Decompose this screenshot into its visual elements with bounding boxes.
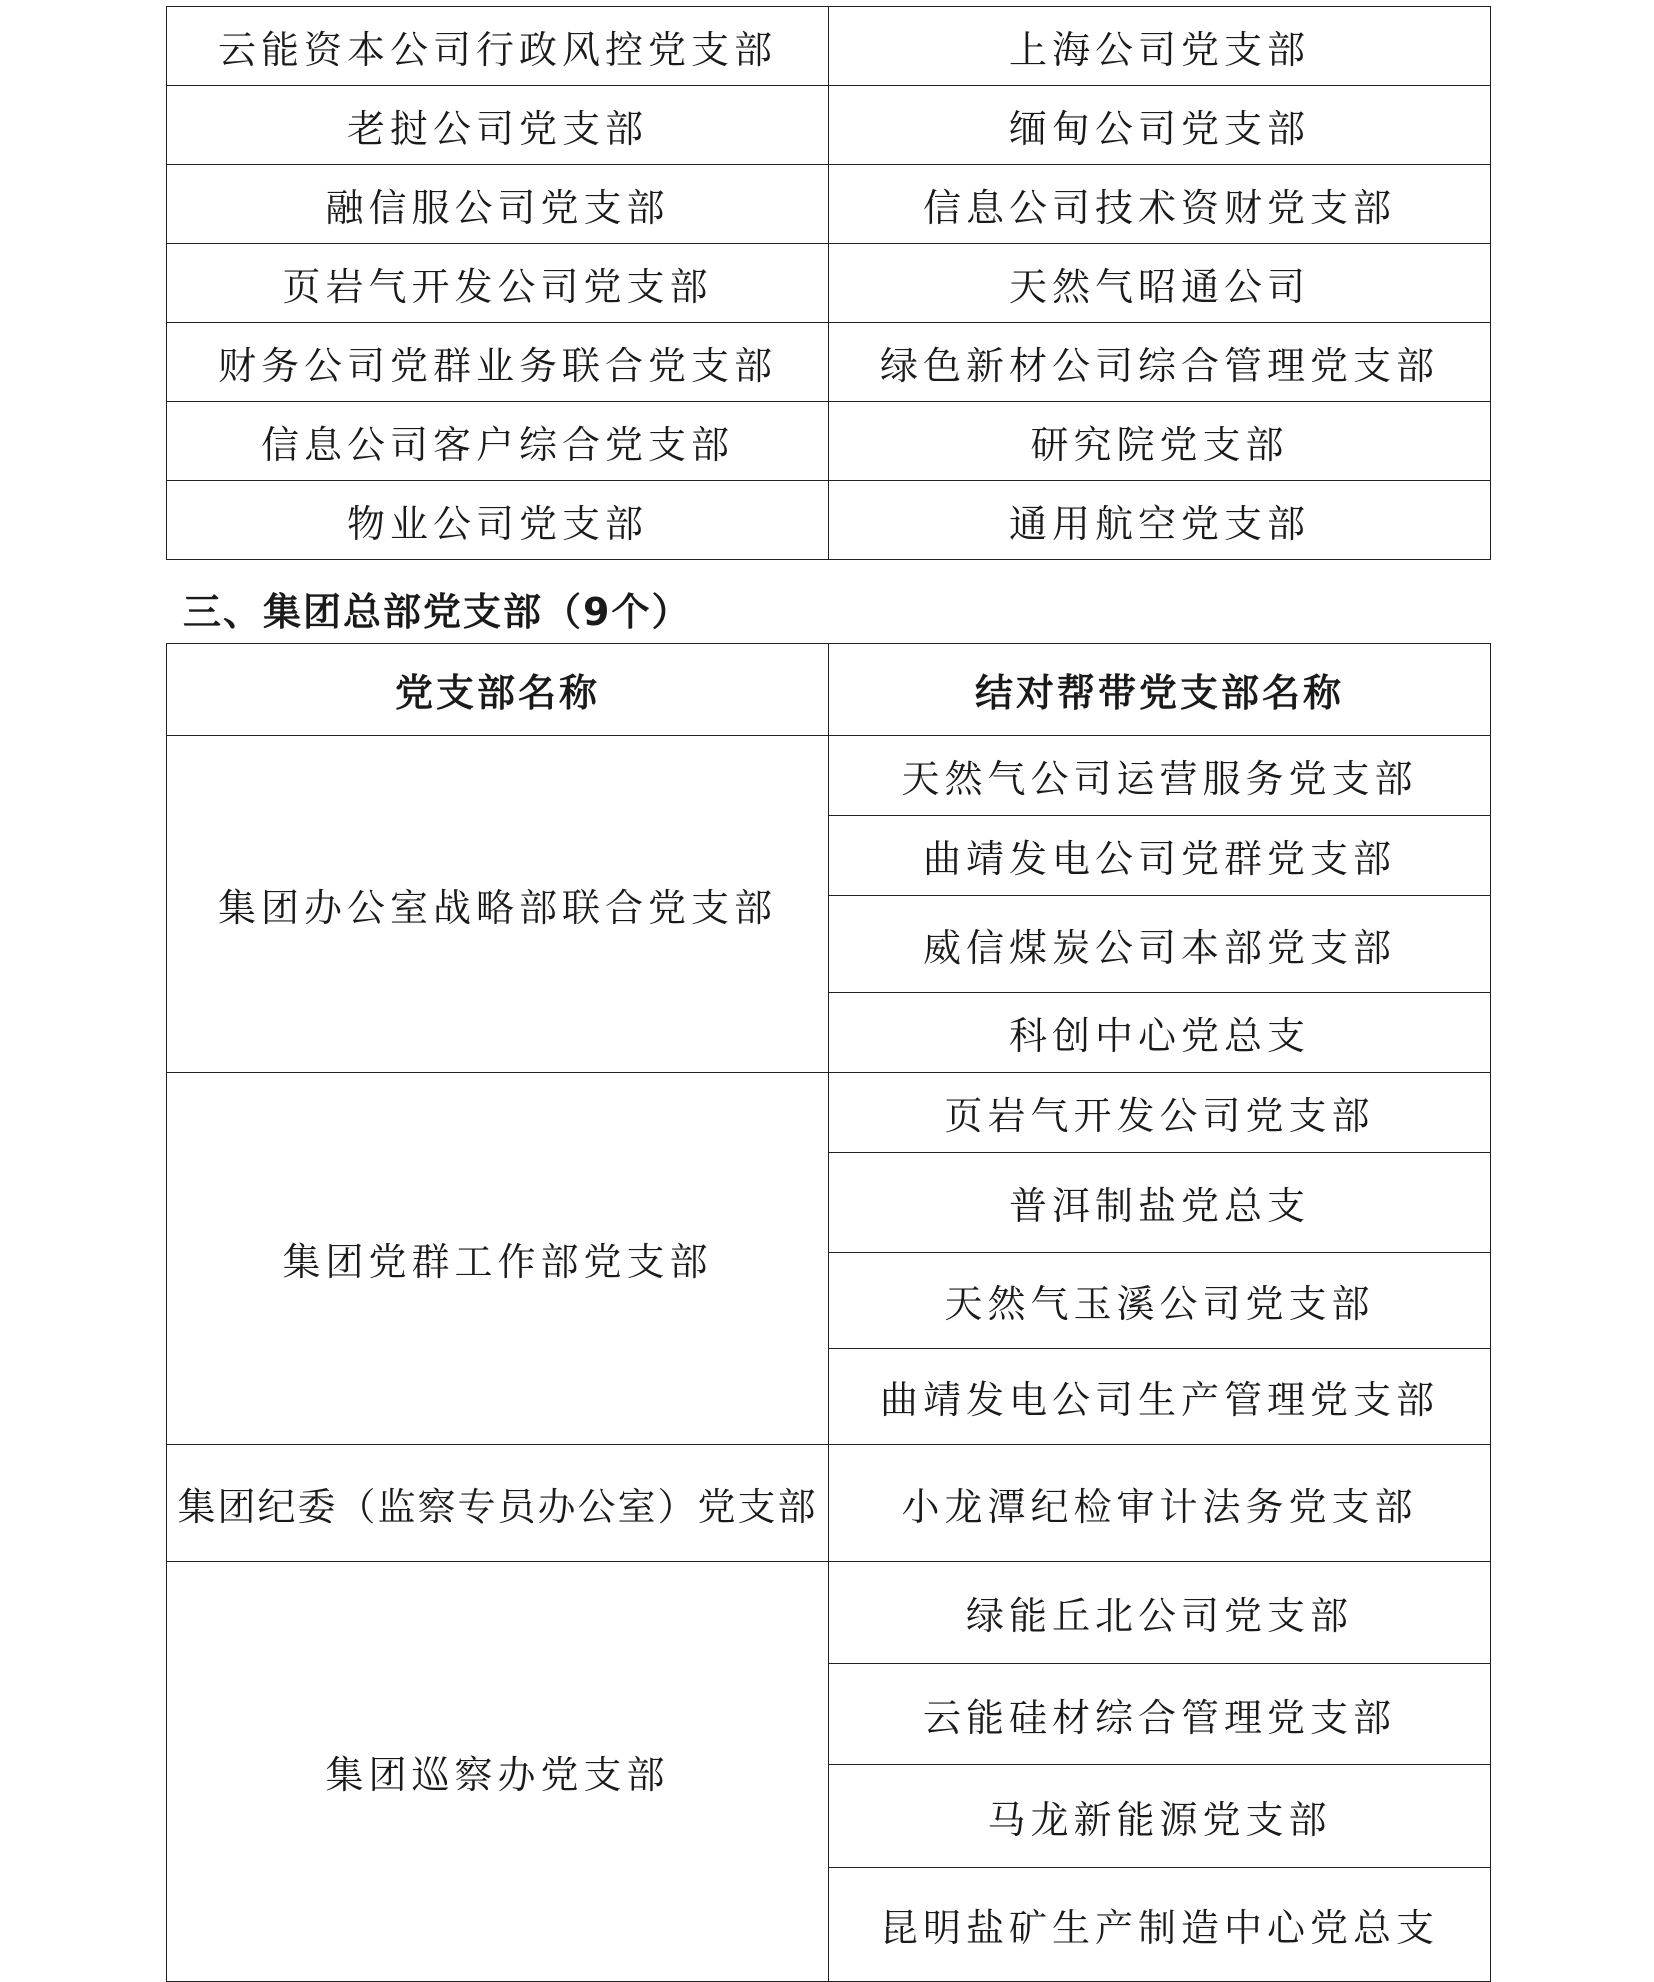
section-heading: 三、集团总部党支部（9个）: [183, 590, 692, 634]
branch-cell: 老挝公司党支部: [167, 86, 829, 165]
paired-branch-cell: 信息公司技术资财党支部: [829, 165, 1491, 244]
table-header-row: [167, 644, 1491, 736]
branch-cell: 集团巡察办党支部: [167, 1562, 829, 1982]
paired-branch-cell: 马龙新能源党支部: [829, 1765, 1491, 1868]
paired-branch-cell: 绿色新材公司综合管理党支部: [829, 323, 1491, 402]
column-header-paired: 结对帮带党支部名称: [829, 644, 1491, 736]
table-row: [167, 481, 1491, 560]
branch-cell: 页岩气开发公司党支部: [167, 244, 829, 323]
branch-cell: 物业公司党支部: [167, 481, 829, 560]
branch-cell: 融信服公司党支部: [167, 165, 829, 244]
branch-cell: 集团办公室战略部联合党支部: [167, 736, 829, 1073]
paired-branch-cell: 天然气玉溪公司党支部: [829, 1253, 1491, 1349]
table-row: [167, 165, 1491, 244]
paired-branch-cell: 昆明盐矿生产制造中心党总支: [829, 1868, 1491, 1982]
table-row: [167, 244, 1491, 323]
paired-branch-cell: 天然气公司运营服务党支部: [829, 736, 1491, 816]
paired-branch-cell: 曲靖发电公司生产管理党支部: [829, 1349, 1491, 1445]
branch-cell: 集团党群工作部党支部: [167, 1073, 829, 1445]
paired-branch-cell: 通用航空党支部: [829, 481, 1491, 560]
table-row: [167, 323, 1491, 402]
continued-pairing-table: [166, 6, 1491, 560]
table-row: [167, 7, 1491, 86]
paired-branch-cell: 研究院党支部: [829, 402, 1491, 481]
hq-pairing-table: [166, 643, 1491, 1982]
paired-branch-cell: 天然气昭通公司: [829, 244, 1491, 323]
paired-branch-cell: 缅甸公司党支部: [829, 86, 1491, 165]
paired-branch-cell: 小龙潭纪检审计法务党支部: [829, 1445, 1491, 1562]
paired-branch-cell: 曲靖发电公司党群党支部: [829, 816, 1491, 896]
table-row: [167, 1445, 1491, 1562]
branch-cell: 信息公司客户综合党支部: [167, 402, 829, 481]
column-header-branch: 党支部名称: [167, 644, 829, 736]
table-row: [167, 86, 1491, 165]
table-row: [167, 1073, 1491, 1153]
paired-branch-cell: 页岩气开发公司党支部: [829, 1073, 1491, 1153]
branch-cell: 集团纪委（监察专员办公室）党支部: [167, 1445, 829, 1562]
paired-branch-cell: 普洱制盐党总支: [829, 1153, 1491, 1253]
paired-branch-cell: 上海公司党支部: [829, 7, 1491, 86]
paired-branch-cell: 威信煤炭公司本部党支部: [829, 896, 1491, 993]
branch-cell: 云能资本公司行政风控党支部: [167, 7, 829, 86]
table-row: [167, 736, 1491, 816]
paired-branch-cell: 科创中心党总支: [829, 993, 1491, 1073]
table-row: [167, 1562, 1491, 1664]
paired-branch-cell: 绿能丘北公司党支部: [829, 1562, 1491, 1664]
paired-branch-cell: 云能硅材综合管理党支部: [829, 1664, 1491, 1765]
table-row: [167, 402, 1491, 481]
branch-cell: 财务公司党群业务联合党支部: [167, 323, 829, 402]
